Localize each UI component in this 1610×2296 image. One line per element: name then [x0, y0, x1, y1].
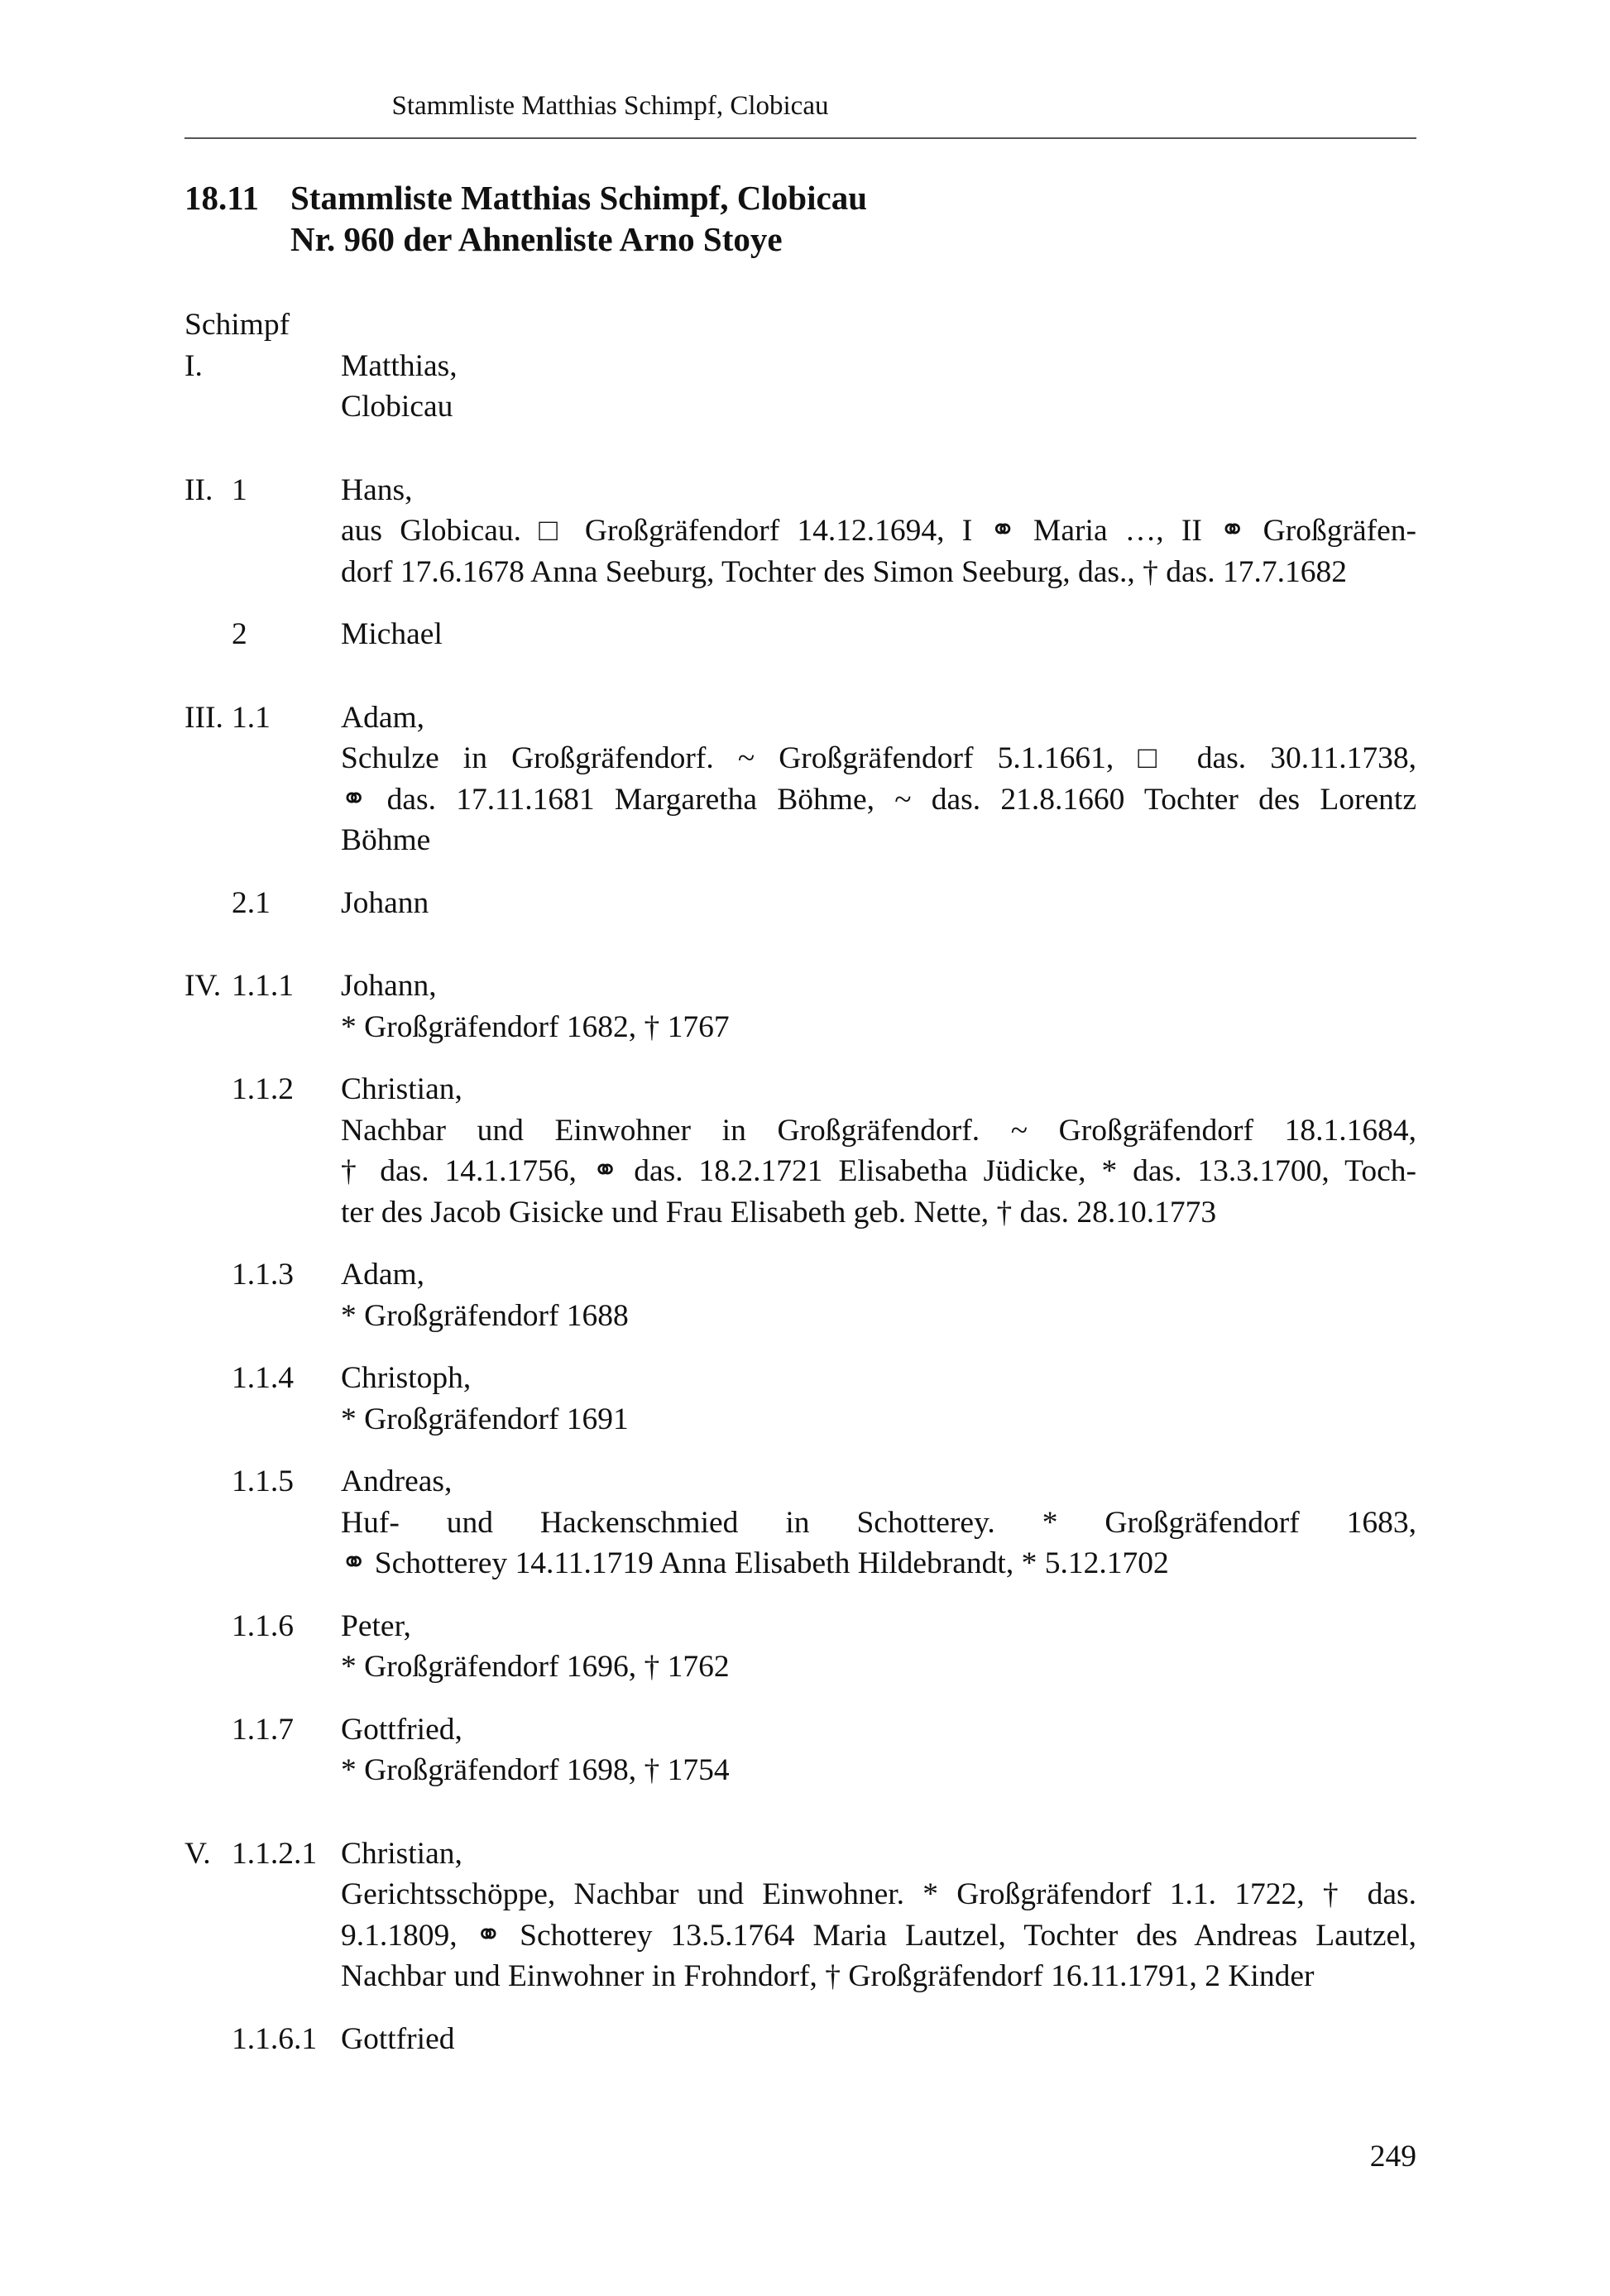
entry-number: 2.1 — [232, 885, 271, 920]
person-entry — [184, 1358, 1416, 1440]
person-entry — [184, 1709, 1416, 1791]
entry-detail-line: Nachbar und Einwohner in Frohndorf, † Großgräfendorf 16.11.1791, 2 Kinder — [341, 1959, 1315, 1993]
entry-number: 1.1.7 — [232, 1712, 294, 1747]
entry-detail-line: aus Globicau. □ Großgräfendorf 14.12.1694, I ⚭ Maria …, II ⚭ Großgräfen- — [341, 514, 1416, 548]
person-name: Christoph, — [341, 1361, 472, 1395]
generation-roman: III. — [184, 700, 223, 735]
entry-number: 1.1.2 — [232, 1072, 294, 1106]
header-rule — [184, 137, 1416, 139]
generation-roman: V. — [184, 1836, 211, 1871]
section-title — [184, 177, 867, 260]
generations-list — [184, 346, 1416, 2060]
person-name: Christian, — [341, 1836, 462, 1871]
generation-roman: IV. — [184, 969, 222, 1003]
person-name: Christian, — [341, 1072, 462, 1106]
entry-number: 1.1 — [232, 700, 271, 735]
entry-detail-line: * Großgräfendorf 1696, † 1762 — [341, 1650, 730, 1684]
entry-detail-line: dorf 17.6.1678 Anna Seeburg, Tochter des Simon Seeburg, das., † das. 17.7.1682 — [341, 554, 1348, 589]
person-name: Gottfried — [341, 2021, 455, 2056]
person-entry — [184, 614, 1416, 655]
person-name: Johann — [341, 885, 429, 920]
entry-number: 1.1.4 — [232, 1361, 294, 1395]
generation-roman: II. — [184, 472, 213, 507]
entry-detail-line: Böhme — [341, 823, 431, 857]
title-line-1: Stammliste Matthias Schimpf, Clobicau — [290, 179, 867, 217]
person-entry — [184, 1833, 1416, 1997]
person-entry — [184, 1069, 1416, 1233]
entry-number: 1.1.6 — [232, 1608, 294, 1643]
entry-detail-line: Gerichtsschöppe, Nachbar und Einwohner. * Großgräfendorf 1.1. 1722, † das. — [341, 1877, 1416, 1911]
person-entry — [184, 697, 1416, 861]
section-number: 18.11 — [184, 179, 259, 217]
person-entry — [184, 1461, 1416, 1584]
person-entry — [184, 2019, 1416, 2060]
person-name: Adam, — [341, 700, 425, 735]
entry-detail-line: Huf- und Hackenschmied in Schotterey. * Großgräfendorf 1683, — [341, 1505, 1416, 1540]
entry-detail-line: ter des Jacob Gisicke und Frau Elisabeth geb. Nette, † das. 28.10.1773 — [341, 1195, 1217, 1229]
person-entry — [184, 1606, 1416, 1688]
entry-detail-line: Schulze in Großgräfendorf. ~ Großgräfendorf 5.1.1661, □ das. 30.11.1738, — [341, 741, 1416, 775]
person-name: Andreas, — [341, 1464, 453, 1498]
entry-detail-line: * Großgräfendorf 1691 — [341, 1402, 629, 1436]
generation — [184, 1833, 1416, 2060]
generation — [184, 697, 1416, 924]
person-name: Gottfried, — [341, 1712, 462, 1747]
person-entry — [184, 883, 1416, 924]
person-entry — [184, 966, 1416, 1047]
entry-detail-line: * Großgräfendorf 1688 — [341, 1298, 629, 1333]
running-head — [184, 91, 1416, 122]
entry-number: 1.1.5 — [232, 1464, 294, 1498]
person-name: Matthias, — [341, 348, 458, 383]
entry-detail-line: 9.1.1809, ⚭ Schotterey 13.5.1764 Maria Lautzel, Tochter des Andreas Lautzel, — [341, 1918, 1416, 1953]
entry-detail-line: † das. 14.1.1756, ⚭ das. 18.2.1721 Elisabetha Jüdicke, * das. 13.3.1700, Toch- — [341, 1154, 1416, 1188]
family-name: Schimpf — [184, 308, 290, 342]
entry-detail-line: ⚭ das. 17.11.1681 Margaretha Böhme, ~ das. 21.8.1660 Tochter des Lorentz — [341, 782, 1416, 817]
person-name: Michael — [341, 617, 443, 651]
entry-number: 1 — [232, 472, 247, 507]
entry-number: 2 — [232, 617, 247, 651]
page-number: 249 — [1369, 2140, 1416, 2174]
person-name: Johann, — [341, 969, 437, 1003]
generation — [184, 966, 1416, 1791]
entry-number: 1.1.1 — [232, 969, 294, 1003]
person-entry — [184, 470, 1416, 593]
entry-number: 1.1.6.1 — [232, 2021, 318, 2056]
entry-detail-line: ⚭ Schotterey 14.11.1719 Anna Elisabeth Hildebrandt, * 5.12.1702 — [341, 1546, 1169, 1580]
title-line-2: Nr. 960 der Ahnenliste Arno Stoye — [290, 220, 783, 258]
person-entry — [184, 346, 1416, 428]
entry-detail-line: Clobicau — [341, 390, 453, 424]
running-head-text: Stammliste Matthias Schimpf, Clobicau — [391, 91, 829, 121]
person-entry — [184, 1254, 1416, 1336]
stammliste-body — [184, 304, 1416, 2059]
person-name: Peter, — [341, 1608, 411, 1643]
entry-number: 1.1.3 — [232, 1258, 294, 1292]
generation — [184, 470, 1416, 655]
generation — [184, 346, 1416, 428]
person-name: Hans, — [341, 472, 413, 507]
entry-number: 1.1.2.1 — [232, 1836, 318, 1871]
entry-detail-line: * Großgräfendorf 1698, † 1754 — [341, 1753, 730, 1787]
person-name: Adam, — [341, 1258, 425, 1292]
generation-roman: I. — [184, 348, 203, 383]
entry-detail-line: Nachbar und Einwohner in Großgräfendorf. ~ Großgräfendorf 18.1.1684, — [341, 1113, 1416, 1148]
entry-detail-line: * Großgräfendorf 1682, † 1767 — [341, 1009, 730, 1044]
